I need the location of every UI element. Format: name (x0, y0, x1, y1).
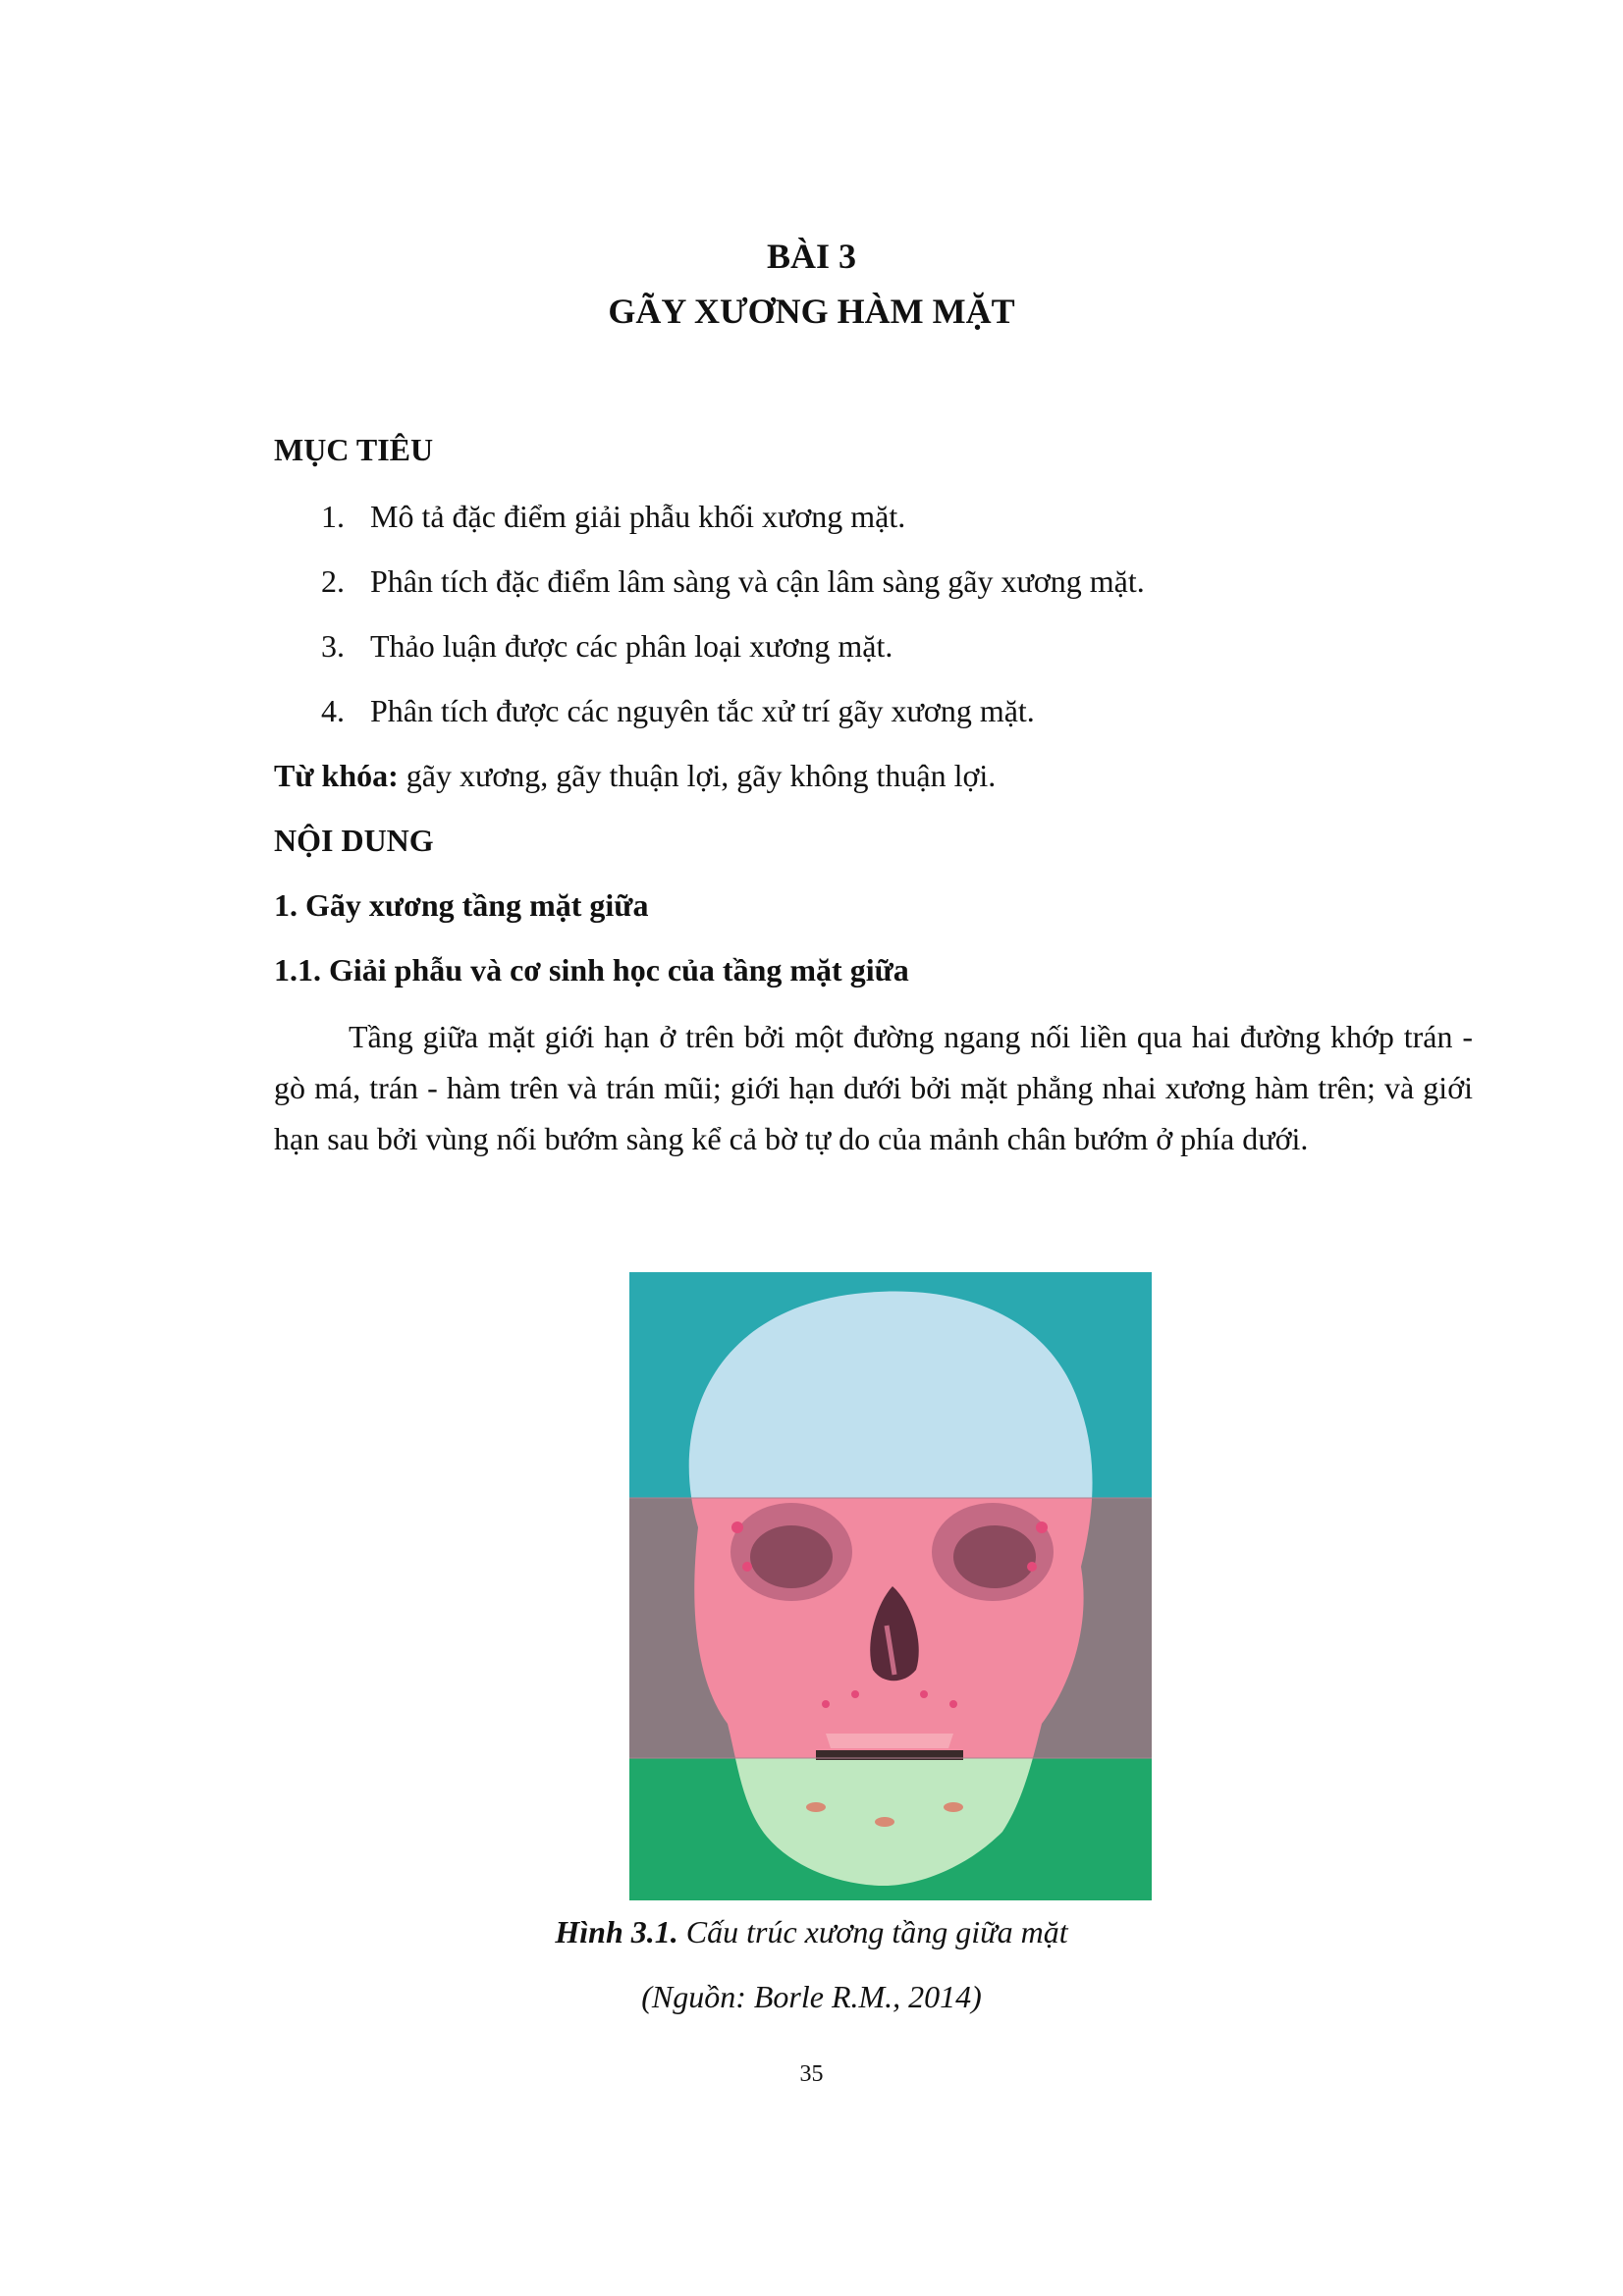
objective-item (321, 628, 893, 665)
section-heading: 1. Gãy xương tầng mặt giữa (274, 887, 649, 923)
body-paragraph: Tầng giữa mặt giới hạn ở trên bởi một đường ngang nối liền qua hai đường khớp trán - gò má, trán - hàm trên và trán mũi; giới hạn dưới bởi mặt phẳng nhai xương hàm trên; và giới hạn sau bởi vùng nối bướm sàng kể cả bờ tự do của mảnh chân bướm ở phía dưới. (274, 1019, 1473, 1156)
keywords-label: Từ khóa: (274, 758, 399, 793)
figure-label: Hình 3.1. (555, 1914, 678, 1949)
objective-number: 2. (321, 563, 345, 599)
skull-illustration (629, 1272, 1152, 1900)
objective-number: 1. (321, 499, 345, 534)
objective-number: 3. (321, 628, 345, 664)
figure-caption-text: Cấu trúc xương tầng giữa mặt (677, 1914, 1068, 1949)
objective-text: Phân tích được các nguyên tắc xử trí gãy xương mặt. (370, 693, 1035, 728)
figure-source: (Nguồn: Borle R.M., 2014) (641, 1979, 982, 2014)
objective-item (321, 499, 905, 535)
lesson-number: BÀI 3 (766, 237, 857, 276)
objective-item (321, 563, 1145, 600)
page-number: 35 (799, 2061, 824, 2087)
lesson-title: GÃY XƯƠNG HÀM MẶT (608, 292, 1015, 331)
objective-text: Thảo luận được các phân loại xương mặt. (370, 628, 893, 664)
keywords-text: gãy xương, gãy thuận lợi, gãy không thuận lợi. (398, 758, 997, 793)
content-heading: NỘI DUNG (274, 823, 434, 858)
objective-text: Phân tích đặc điểm lâm sàng và cận lâm sàng gãy xương mặt. (370, 563, 1145, 599)
subsection-heading: 1.1. Giải phẫu và cơ sinh học của tầng mặt giữa (274, 952, 909, 988)
objective-item (321, 693, 1035, 729)
objective-number: 4. (321, 693, 345, 728)
skull-figure (629, 1272, 1152, 1900)
objectives-heading: MỤC TIÊU (274, 432, 434, 467)
keywords-line (274, 758, 996, 794)
objective-text: Mô tả đặc điểm giải phẫu khối xương mặt. (370, 499, 906, 534)
figure-caption (0, 1914, 1623, 1950)
